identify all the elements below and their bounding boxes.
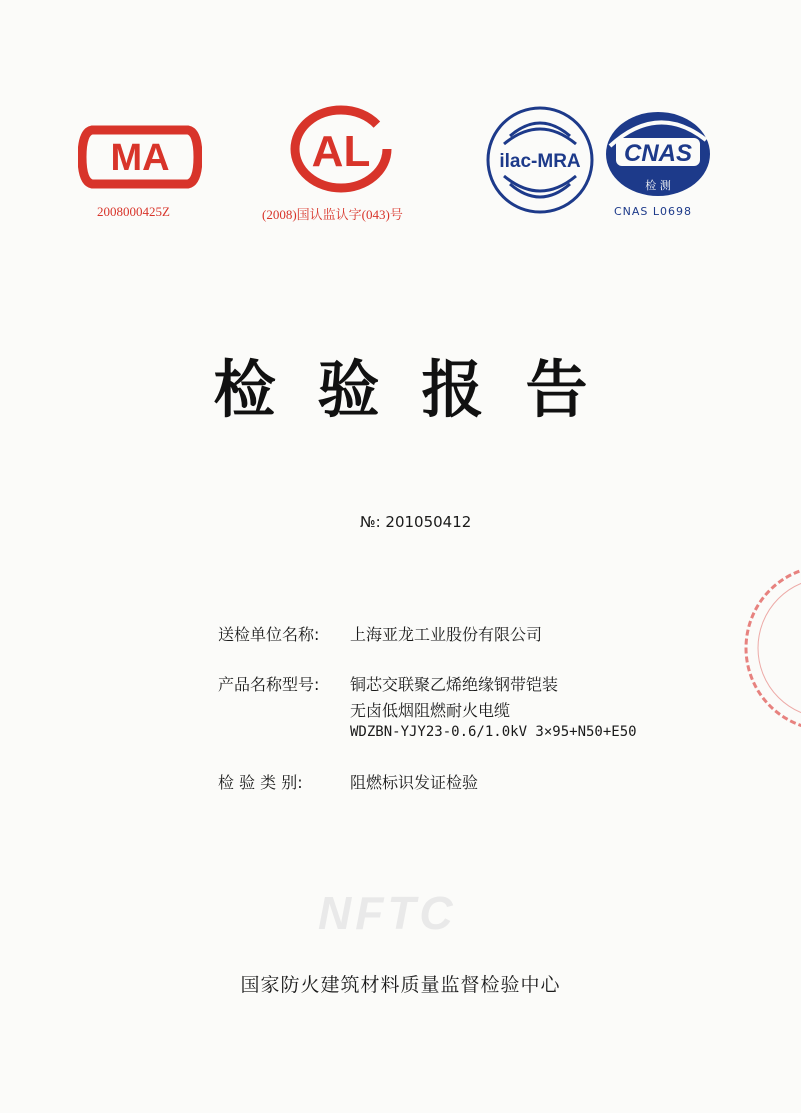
inspection-type-label: 检 验 类 别: [218,773,303,792]
official-stamp [738,560,801,740]
cal-logo [288,104,394,194]
report-number: №: 201050412 [360,513,472,531]
cal-mark-text: AL [311,127,371,176]
product-model: WDZBN-YJY23-0.6/1.0kV 3×95+N50+E50 [350,724,637,740]
issuing-center: 国家防火建筑材料质量监督检验中心 [240,974,561,996]
cnas-caption: CNAS L0698 [614,205,693,218]
cma-logo [78,120,202,194]
cnas-mark-text: CNAS [623,140,693,167]
cnas-logo [600,106,716,202]
product-label: 产品名称型号: [218,675,320,694]
cma-mark-text: MA [110,137,170,179]
nftc-watermark: NFTC [318,887,457,939]
cma-caption: 2008000425Z [97,204,170,219]
client-value: 上海亚龙工业股份有限公司 [350,625,543,644]
ilac-mra-logo [484,104,596,216]
product-name-line2: 无卤低烟阻燃耐火电缆 [350,701,511,720]
ilac-mark-text: ilac-MRA [499,151,581,172]
cal-caption: (2008)国认监认字(043)号 [262,207,403,222]
cnas-sub-text: 检 测 [645,179,671,192]
product-name-line1: 铜芯交联聚乙烯绝缘钢带铠装 [350,675,559,694]
inspection-type-value: 阻燃标识发证检验 [350,773,479,792]
report-title: 检验报告 [213,353,630,426]
client-label: 送检单位名称: [218,625,320,644]
